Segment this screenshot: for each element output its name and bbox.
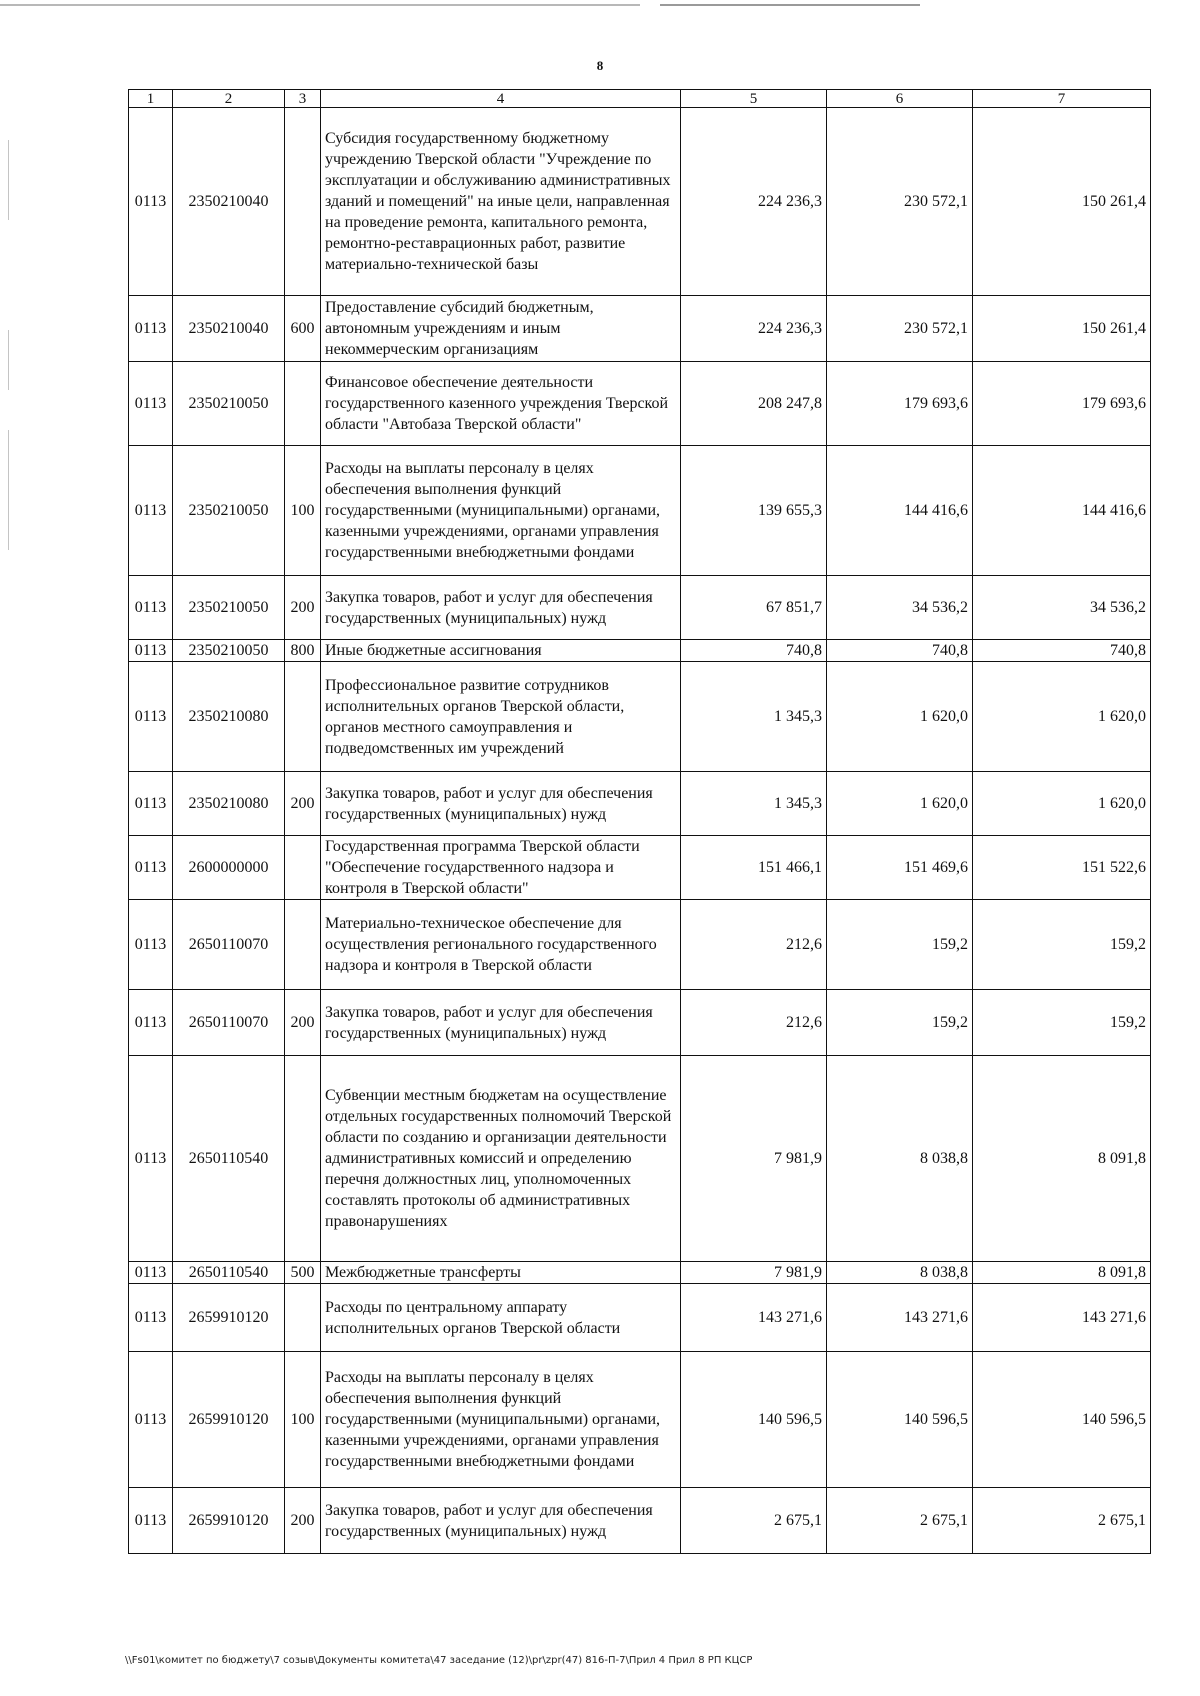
code-cell: 2659910120 <box>173 1352 285 1488</box>
column-header: 4 <box>321 90 681 108</box>
value-col7-cell: 151 522,6 <box>973 836 1151 900</box>
expense-type-cell <box>285 1056 321 1262</box>
value-col6-cell: 2 675,1 <box>827 1488 973 1554</box>
section-cell: 0113 <box>129 640 173 662</box>
code-cell: 2350210040 <box>173 296 285 362</box>
value-col5-cell: 140 596,5 <box>681 1352 827 1488</box>
value-col7-cell: 143 271,6 <box>973 1284 1151 1352</box>
section-cell: 0113 <box>129 772 173 836</box>
section-cell: 0113 <box>129 662 173 772</box>
table-row <box>129 640 1151 662</box>
value-col7-cell: 159,2 <box>973 900 1151 990</box>
value-col7-cell: 150 261,4 <box>973 108 1151 296</box>
value-col6-cell: 143 271,6 <box>827 1284 973 1352</box>
column-number-header-row <box>129 90 1151 108</box>
expense-type-cell <box>285 900 321 990</box>
expense-type-cell <box>285 836 321 900</box>
value-col6-cell: 34 536,2 <box>827 576 973 640</box>
value-col7-cell: 1 620,0 <box>973 772 1151 836</box>
table-row <box>129 1488 1151 1554</box>
value-col5-cell: 151 466,1 <box>681 836 827 900</box>
value-col6-cell: 230 572,1 <box>827 108 973 296</box>
section-cell: 0113 <box>129 446 173 576</box>
code-cell: 2600000000 <box>173 836 285 900</box>
expense-type-cell: 100 <box>285 446 321 576</box>
name-cell: Расходы на выплаты персоналу в целях обеспечения выполнения функций государственными (муниципальными) органами, казенными учреждениями, органами управления государственными внебюджетными фондами <box>321 446 681 576</box>
section-cell: 0113 <box>129 1262 173 1284</box>
scan-artifact-line <box>660 4 920 6</box>
name-cell: Закупка товаров, работ и услуг для обеспечения государственных (муниципальных) нужд <box>321 990 681 1056</box>
table-row <box>129 1056 1151 1262</box>
value-col6-cell: 8 038,8 <box>827 1056 973 1262</box>
value-col7-cell: 8 091,8 <box>973 1262 1151 1284</box>
value-col6-cell: 144 416,6 <box>827 446 973 576</box>
budget-table <box>128 89 1151 1554</box>
value-col7-cell: 2 675,1 <box>973 1488 1151 1554</box>
name-cell: Расходы на выплаты персоналу в целях обеспечения выполнения функций государственными (муниципальными) органами, казенными учреждениями, органами управления государственными внебюджетными фондами <box>321 1352 681 1488</box>
code-cell: 2350210050 <box>173 446 285 576</box>
value-col7-cell: 740,8 <box>973 640 1151 662</box>
scan-margin-mark <box>8 330 9 390</box>
page-number: 8 <box>596 58 604 73</box>
value-col6-cell: 1 620,0 <box>827 662 973 772</box>
value-col5-cell: 143 271,6 <box>681 1284 827 1352</box>
name-cell: Иные бюджетные ассигнования <box>321 640 681 662</box>
name-cell: Профессиональное развитие сотрудников исполнительных органов Тверской области, органов местного самоуправления и подведомственных им учреждений <box>321 662 681 772</box>
expense-type-cell: 200 <box>285 990 321 1056</box>
table-row <box>129 1284 1151 1352</box>
table-row <box>129 446 1151 576</box>
expense-type-cell: 600 <box>285 296 321 362</box>
table-row <box>129 836 1151 900</box>
name-cell: Закупка товаров, работ и услуг для обеспечения государственных (муниципальных) нужд <box>321 1488 681 1554</box>
table-row <box>129 662 1151 772</box>
section-cell: 0113 <box>129 1488 173 1554</box>
value-col5-cell: 139 655,3 <box>681 446 827 576</box>
value-col6-cell: 140 596,5 <box>827 1352 973 1488</box>
column-header: 2 <box>173 90 285 108</box>
scan-margin-mark <box>8 430 9 550</box>
expense-type-cell: 800 <box>285 640 321 662</box>
value-col6-cell: 159,2 <box>827 990 973 1056</box>
section-cell: 0113 <box>129 362 173 446</box>
name-cell: Расходы по центральному аппарату исполнительных органов Тверской области <box>321 1284 681 1352</box>
expense-type-cell: 200 <box>285 772 321 836</box>
expense-type-cell: 500 <box>285 1262 321 1284</box>
value-col7-cell: 140 596,5 <box>973 1352 1151 1488</box>
value-col5-cell: 224 236,3 <box>681 296 827 362</box>
name-cell: Финансовое обеспечение деятельности государственного казенного учреждения Тверской области "Автобаза Тверской области" <box>321 362 681 446</box>
value-col7-cell: 179 693,6 <box>973 362 1151 446</box>
file-path-footer: \\Fs01\комитет по бюджету\7 созыв\Документы комитета\47 заседание (12)\pr\zpr(47) 816-П-7\Прил 4 Прил 8 РП КЦСР <box>125 1655 753 1666</box>
section-cell: 0113 <box>129 576 173 640</box>
name-cell: Государственная программа Тверской области "Обеспечение государственного надзора и контроля в Тверской области" <box>321 836 681 900</box>
table-row <box>129 1262 1151 1284</box>
value-col6-cell: 179 693,6 <box>827 362 973 446</box>
value-col6-cell: 230 572,1 <box>827 296 973 362</box>
code-cell: 2350210040 <box>173 108 285 296</box>
column-header: 5 <box>681 90 827 108</box>
column-header: 6 <box>827 90 973 108</box>
column-header: 1 <box>129 90 173 108</box>
code-cell: 2650110540 <box>173 1056 285 1262</box>
section-cell: 0113 <box>129 108 173 296</box>
section-cell: 0113 <box>129 1056 173 1262</box>
expense-type-cell <box>285 1284 321 1352</box>
table-row <box>129 772 1151 836</box>
value-col5-cell: 67 851,7 <box>681 576 827 640</box>
value-col5-cell: 1 345,3 <box>681 662 827 772</box>
name-cell: Закупка товаров, работ и услуг для обеспечения государственных (муниципальных) нужд <box>321 772 681 836</box>
name-cell: Межбюджетные трансферты <box>321 1262 681 1284</box>
section-cell: 0113 <box>129 1284 173 1352</box>
table-row <box>129 900 1151 990</box>
table-row <box>129 1352 1151 1488</box>
value-col5-cell: 224 236,3 <box>681 108 827 296</box>
value-col5-cell: 2 675,1 <box>681 1488 827 1554</box>
code-cell: 2659910120 <box>173 1284 285 1352</box>
value-col5-cell: 1 345,3 <box>681 772 827 836</box>
code-cell: 2350210080 <box>173 662 285 772</box>
column-header: 7 <box>973 90 1151 108</box>
name-cell: Субсидия государственному бюджетному учреждению Тверской области "Учреждение по эксплуатации и обслуживанию административных зданий и помещений" на иные цели, направленная на проведение ремонта, капитального ремонта, ремонтно-реставрационных работ, развитие материально-технической базы <box>321 108 681 296</box>
value-col6-cell: 1 620,0 <box>827 772 973 836</box>
expense-type-cell: 200 <box>285 576 321 640</box>
name-cell: Материально-техническое обеспечение для осуществления регионального государственного надзора и контроля в Тверской области <box>321 900 681 990</box>
value-col6-cell: 159,2 <box>827 900 973 990</box>
value-col7-cell: 34 536,2 <box>973 576 1151 640</box>
code-cell: 2650110540 <box>173 1262 285 1284</box>
code-cell: 2350210050 <box>173 362 285 446</box>
code-cell: 2650110070 <box>173 900 285 990</box>
value-col7-cell: 8 091,8 <box>973 1056 1151 1262</box>
section-cell: 0113 <box>129 1352 173 1488</box>
code-cell: 2350210080 <box>173 772 285 836</box>
value-col5-cell: 740,8 <box>681 640 827 662</box>
value-col6-cell: 151 469,6 <box>827 836 973 900</box>
value-col6-cell: 8 038,8 <box>827 1262 973 1284</box>
expense-type-cell <box>285 108 321 296</box>
expense-type-cell <box>285 362 321 446</box>
name-cell: Субвенции местным бюджетам на осуществление отдельных государственных полномочий Тверской области по созданию и организации деятельности административных комиссий и определению перечня должностных лиц, уполномоченных составлять протоколы об административных правонарушениях <box>321 1056 681 1262</box>
table-row <box>129 990 1151 1056</box>
name-cell: Закупка товаров, работ и услуг для обеспечения государственных (муниципальных) нужд <box>321 576 681 640</box>
expense-type-cell: 200 <box>285 1488 321 1554</box>
value-col7-cell: 150 261,4 <box>973 296 1151 362</box>
code-cell: 2350210050 <box>173 576 285 640</box>
section-cell: 0113 <box>129 900 173 990</box>
section-cell: 0113 <box>129 296 173 362</box>
scan-margin-mark <box>8 140 9 220</box>
section-cell: 0113 <box>129 990 173 1056</box>
code-cell: 2350210050 <box>173 640 285 662</box>
table-row <box>129 296 1151 362</box>
table-row <box>129 108 1151 296</box>
value-col6-cell: 740,8 <box>827 640 973 662</box>
value-col5-cell: 212,6 <box>681 990 827 1056</box>
table-row <box>129 362 1151 446</box>
scan-artifact-line <box>0 4 640 6</box>
value-col7-cell: 159,2 <box>973 990 1151 1056</box>
code-cell: 2650110070 <box>173 990 285 1056</box>
section-cell: 0113 <box>129 836 173 900</box>
value-col5-cell: 208 247,8 <box>681 362 827 446</box>
value-col5-cell: 7 981,9 <box>681 1056 827 1262</box>
value-col7-cell: 144 416,6 <box>973 446 1151 576</box>
value-col5-cell: 212,6 <box>681 900 827 990</box>
code-cell: 2659910120 <box>173 1488 285 1554</box>
table-row <box>129 576 1151 640</box>
value-col5-cell: 7 981,9 <box>681 1262 827 1284</box>
value-col7-cell: 1 620,0 <box>973 662 1151 772</box>
expense-type-cell <box>285 662 321 772</box>
name-cell: Предоставление субсидий бюджетным, автономным учреждениям и иным некоммерческим организациям <box>321 296 681 362</box>
expense-type-cell: 100 <box>285 1352 321 1488</box>
column-header: 3 <box>285 90 321 108</box>
